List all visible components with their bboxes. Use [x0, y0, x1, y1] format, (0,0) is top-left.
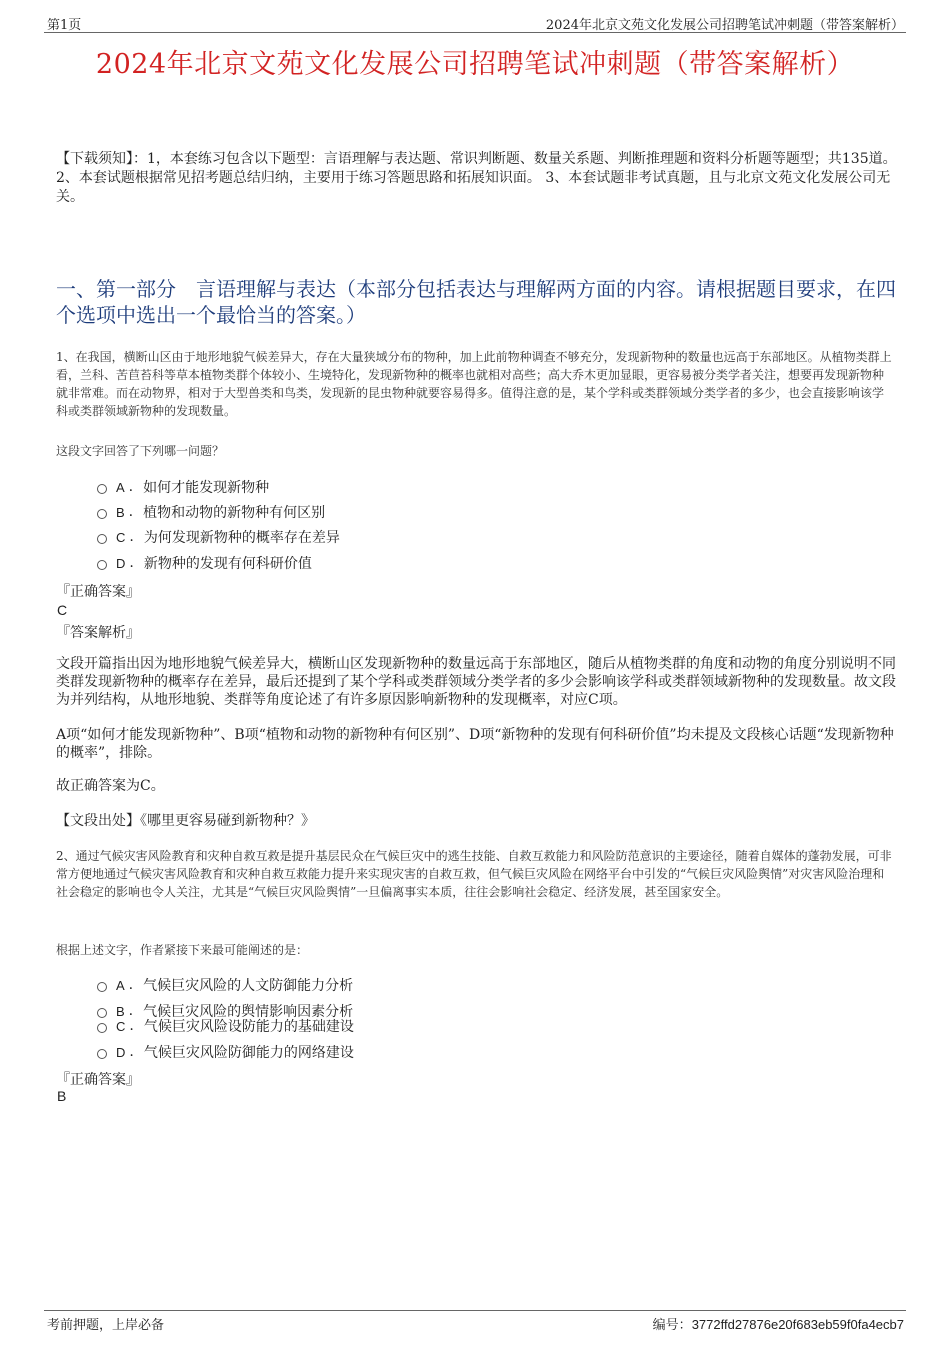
radio-icon[interactable] [97, 509, 107, 519]
q2-option-d[interactable]: D . 气候巨灾风险防御能力的网络建设 [97, 1042, 354, 1062]
q2-option-c[interactable]: C . 气候巨灾风险设防能力的基础建设 [97, 1016, 354, 1036]
q1-analysis-label: 『答案解析』 [56, 625, 140, 641]
q2-answer: B [57, 1088, 67, 1104]
q2-passage: 2、通过气候灾害风险教育和灾种自救互救是提升基层民众在气候巨灾中的逃生技能、自救互救能力和风险防范意识的主要途径，随着自媒体的蓬勃发展，可非常方便地通过气候灾害风险教育和灾种自救互救能力提升来实现灾害的自救互救，但气候巨灾风险在网络平台中引发的“气候巨灾风险舆情”对灾害风险治理和社会稳定的影响也令人关注，尤其是“气候巨灾风险舆情”一旦偏离事实本质，往往会影响社会稳定、经济发展，甚至国家安全。 [56, 849, 892, 899]
option-text: 为何发现新物种的概率存在差异 [143, 530, 340, 546]
option-letter: A [116, 479, 125, 495]
q1-source: 【文段出处】《哪里更容易碰到新物种？》 [56, 813, 315, 829]
q1-answer-label: 『正确答案』 [56, 584, 140, 600]
q1-option-b[interactable]: B . 植物和动物的新物种有何区别 [97, 502, 325, 522]
q1-option-c[interactable]: C . 为何发现新物种的概率存在差异 [97, 527, 340, 547]
footer-divider [44, 1310, 906, 1311]
option-letter: C [116, 1018, 126, 1034]
option-text: 植物和动物的新物种有何区别 [143, 505, 326, 521]
q2-prompt: 根据上述文字，作者紧接下来最可能阐述的是： [56, 943, 309, 957]
page-title: 2024年北京文苑文化发展公司招聘笔试冲刺题（带答案解析） [95, 49, 855, 80]
radio-icon[interactable] [97, 484, 107, 494]
section-heading: 一、第一部分 言语理解与表达（本部分包括表达与理解两方面的内容。请根据题目要求，在四个选项中选出一个最恰当的答案。） [56, 277, 896, 327]
q2-option-a[interactable]: A . 气候巨灾风险的人文防御能力分析 [97, 975, 353, 995]
q1-passage: 1、在我国，横断山区由于地形地貌气候差异大，存在大量狭域分布的物种，加上此前物种调查不够充分，发现新物种的数量也远高于东部地区。从植物类群上看，兰科、苦苣苔科等草本植物类群个体较小、生境特化，发现新物种的概率也就相对高些；高大乔木更加显眼，更容易被分类学者关注，想要再发现新物种就非常难。而在动物界，相对于大型兽类和鸟类，发现新的昆虫物种就要容易得多。值得注意的是，某个学科或类群领域分类学者的多少，也会直接影响该学科或类群领域新物种的发现数量。 [56, 350, 892, 418]
option-letter: B [116, 1003, 125, 1019]
option-letter: A [116, 977, 125, 993]
footer-slogan: 考前押题，上岸必备 [47, 1318, 165, 1333]
option-text: 气候巨灾风险防御能力的网络建设 [143, 1045, 354, 1061]
footer-code-label: 编号： [652, 1318, 692, 1333]
option-letter: B [116, 504, 125, 520]
q2-option-b[interactable]: B . 气候巨灾风险的舆情影响因素分析 [97, 1001, 353, 1021]
option-text: 气候巨灾风险的舆情影响因素分析 [143, 1004, 354, 1020]
option-text: 新物种的发现有何科研价值 [143, 556, 312, 572]
option-letter: D [116, 555, 126, 571]
q1-prompt: 这段文字回答了下列哪一问题？ [56, 444, 225, 458]
download-notice: 【下载须知】：1，本套练习包含以下题型：言语理解与表达题、常识判断题、数量关系题、判断推理题和资料分析题等题型；共135道。 2、本套试题根据常见招考题总结归纳，主要用于练习答题思路和拓展知识面。 3、本套试题非考试真题，且与北京文苑文化发展公司无关。 [56, 151, 897, 205]
q1-option-a[interactable]: A . 如何才能发现新物种 [97, 477, 269, 497]
radio-icon[interactable] [97, 1049, 107, 1059]
footer-code-value: 3772ffd27876e20f683eb59f0fa4ecb7 [691, 1317, 904, 1332]
option-text: 气候巨灾风险设防能力的基础建设 [143, 1019, 354, 1035]
q1-analysis-paragraph-2: A项“如何才能发现新物种”、B项“植物和动物的新物种有何区别”、D项“新物种的发现有何科研价值”均未提及文段核心话题“发现新物种的概率”，排除。 [56, 727, 894, 761]
header-divider [44, 32, 906, 33]
q1-option-d[interactable]: D . 新物种的发现有何科研价值 [97, 553, 312, 573]
radio-icon[interactable] [97, 982, 107, 992]
radio-icon[interactable] [97, 560, 107, 570]
q1-analysis-paragraph-1: 文段开篇指出因为地形地貌气候差异大，横断山区发现新物种的数量远高于东部地区，随后从植物类群的角度和动物的角度分别说明不同类群发现新物种的概率存在差异，最后还提到了某个学科或类群领域分类学者的多少会影响该学科或类群领域新物种的发现数量。故文段为并列结构，从地形地貌、类群等角度论述了有许多原因影响新物种的发现概率，对应C项。 [56, 656, 896, 708]
option-text: 气候巨灾风险的人文防御能力分析 [143, 978, 354, 994]
option-text: 如何才能发现新物种 [143, 480, 270, 496]
footer-code [653, 1314, 904, 1333]
q1-answer: C [57, 602, 68, 618]
q2-answer-label: 『正确答案』 [56, 1072, 140, 1088]
option-letter: C [116, 529, 126, 545]
radio-icon[interactable] [97, 534, 107, 544]
radio-icon[interactable] [97, 1023, 107, 1033]
header-doc-title: 2024年北京文苑文化发展公司招聘笔试冲刺题（带答案解析） [545, 18, 904, 33]
q1-analysis-paragraph-3: 故正确答案为C。 [56, 778, 165, 794]
option-letter: D [116, 1044, 126, 1060]
page-number: 第1页 [47, 18, 82, 33]
